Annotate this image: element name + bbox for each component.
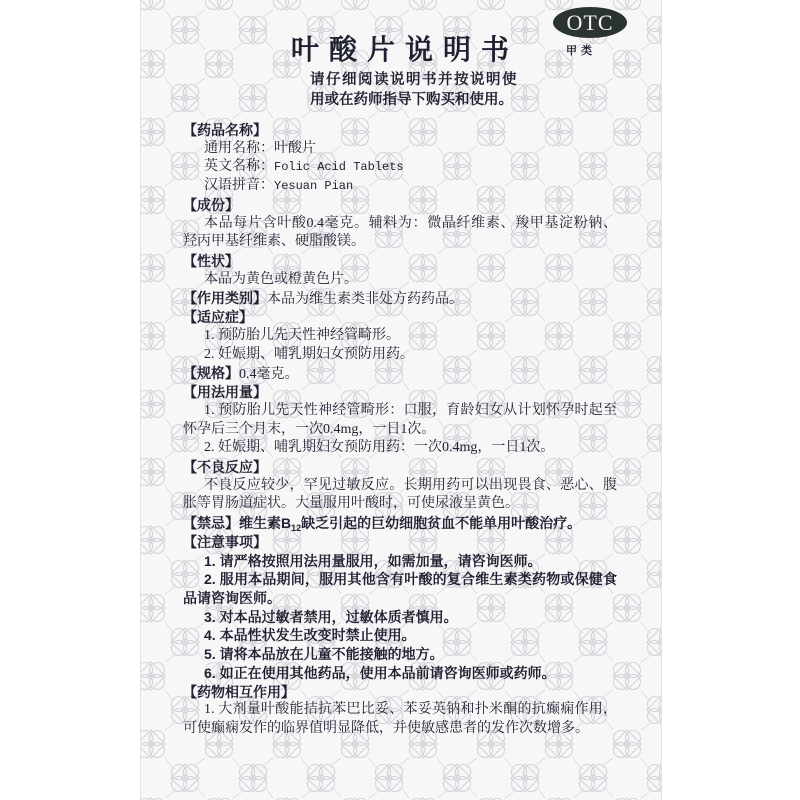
section-heading: 【适应症】 (183, 309, 253, 326)
reading-notice-line-2: 用或在药师指导下购买和使用。 (310, 92, 513, 108)
field-value: 叶酸片 (274, 140, 316, 156)
section-appearance (183, 252, 617, 271)
section-heading: 【不良反应】 (183, 458, 267, 475)
list-item: 2. 妊娠期、哺乳期妇女预防用药：一次0.4mg，一日1次。 (204, 440, 555, 456)
list-item: 4. 本品性状发生改变时禁止使用。 (204, 627, 416, 644)
list-item: 5. 请将本品放在儿童不能接触的地方。 (204, 646, 444, 663)
field-value: Folic Acid Tablets (274, 160, 404, 175)
field-label: 汉语拼音： (204, 178, 274, 194)
section-drug-name (183, 121, 617, 140)
generic-name-row (183, 140, 617, 159)
section-heading: 【禁忌】 (183, 515, 239, 532)
section-heading: 【作用类别】 (183, 290, 267, 307)
list-item: 1. 预防胎儿先天性神经管畸形。 (204, 327, 400, 343)
section-inline-text: 本品为维生素类非处方药药品。 (267, 292, 463, 308)
english-name-row (183, 158, 617, 177)
list-item: 1. 大剂量叶酸能拮抗苯巴比妥、苯妥英钠和扑米酮的抗癫痫作用， (204, 702, 617, 718)
section-heading: 【规格】 (183, 365, 239, 382)
text-line: 本品为黄色或橙黄色片。 (204, 271, 358, 287)
otc-category-label: 甲类 (566, 45, 596, 57)
text-line: 可使癫痫发作的临界值明显降低，并使敏感患者的发作次数增多。 (183, 721, 589, 736)
section-indications (183, 308, 617, 327)
section-interactions (183, 683, 617, 702)
text-line: 本品每片含叶酸0.4毫克。辅料为：微晶纤维素、羧甲基淀粉钠、 (204, 215, 617, 231)
section-inline-text: 缺乏引起的巨幼细胞贫血不能单用叶酸治疗。 (301, 515, 582, 532)
leaflet-body (183, 121, 617, 739)
section-heading: 【注意事项】 (183, 533, 267, 550)
list-item: 2. 服用本品期间，服用其他含有叶酸的复合维生素类药物或保健食 (204, 571, 617, 588)
list-item: 1. 预防胎儿先天性神经管畸形：口服，育龄妇女从计划怀孕时起至 (204, 402, 617, 418)
section-specification (183, 364, 617, 383)
section-heading: 【药品名称】 (183, 122, 267, 138)
section-heading: 【成份】 (183, 196, 239, 213)
reading-notice (310, 70, 518, 110)
reading-notice-line-1: 请仔细阅读说明书并按说明使 (310, 72, 518, 88)
section-contraindications (183, 514, 617, 533)
text-line: 不良反应较少，罕见过敏反应。长期用药可以出现畏食、恶心、腹 (204, 477, 617, 493)
text-line: 品请咨询医师。 (183, 589, 281, 606)
vitamin-subscript: 12 (291, 523, 302, 534)
section-heading: 【用法用量】 (183, 384, 267, 401)
section-dosage (183, 383, 617, 402)
section-heading: 【性状】 (183, 253, 239, 270)
field-value: Yesuan Pian (274, 179, 354, 194)
section-inline-text: 维生素B (239, 515, 292, 532)
list-item: 6. 如正在使用其他药品，使用本品前请咨询医师或药师。 (204, 664, 556, 681)
field-label: 通用名称： (204, 140, 274, 156)
section-ingredients (183, 196, 617, 215)
list-item: 3. 对本品过敏者禁用，过敏体质者慎用。 (204, 608, 458, 625)
section-heading: 【药物相互作用】 (183, 683, 295, 700)
text-line: 胀等胃肠道症状。大量服用叶酸时，可使尿液呈黄色。 (183, 496, 519, 512)
document-title: 叶酸片说明书 (290, 34, 519, 65)
text-line: 羟丙甲基纤维素、硬脂酸镁。 (183, 234, 365, 250)
field-label: 英文名称： (204, 159, 274, 175)
list-item: 1. 请严格按照用法用量服用，如需加量，请咨询医师。 (204, 552, 542, 569)
section-inline-text: 0.4毫克。 (239, 367, 299, 383)
section-category (183, 289, 617, 308)
text-line: 怀孕后三个月末，一次0.4mg，一日1次。 (183, 421, 436, 437)
list-item: 2. 妊娠期、哺乳期妇女预防用药。 (204, 346, 414, 362)
otc-mark-text: OTC (566, 10, 614, 35)
pinyin-name-row (183, 177, 617, 196)
section-adverse-reactions (183, 458, 617, 477)
section-precautions (183, 533, 617, 552)
